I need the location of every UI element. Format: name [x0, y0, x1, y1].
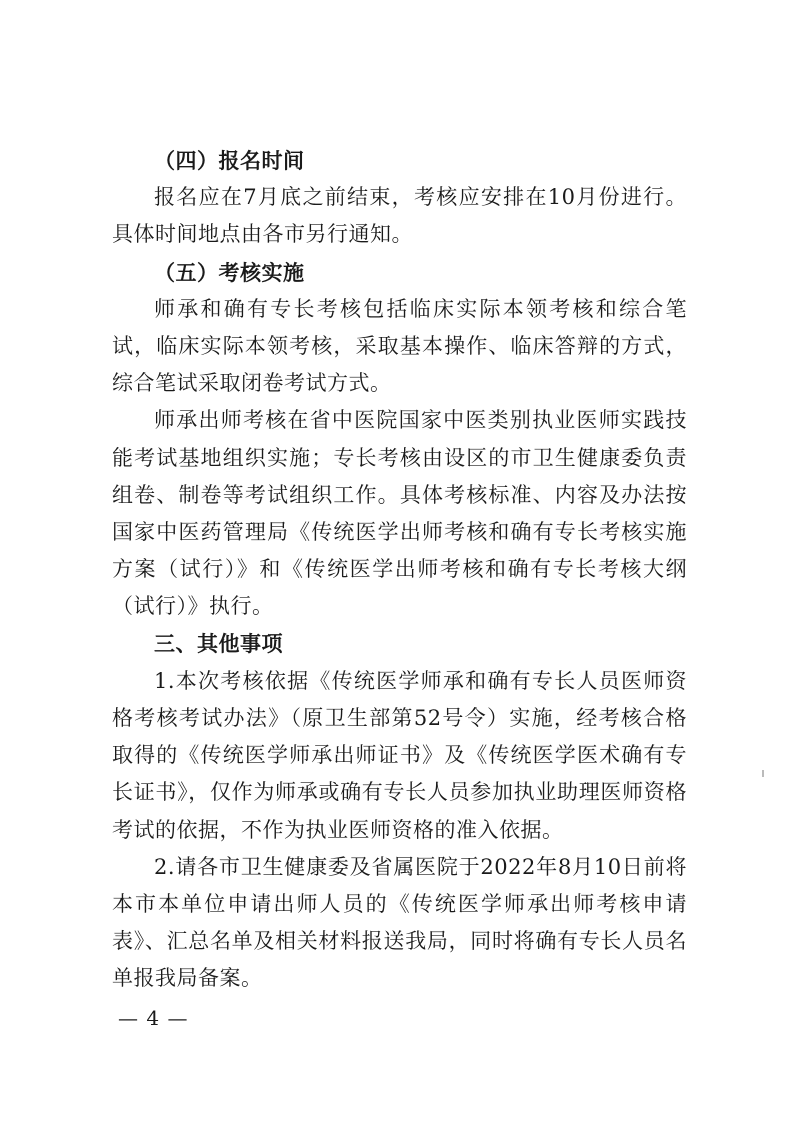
paragraph-assessment-content: 师承和确有专长考核包括临床实际本领考核和综合笔试，临床实际本领考核，采取基本操作、临床答辩的方式，综合笔试采取闭卷考试方式。: [112, 296, 687, 396]
section-heading-other-matters: 三、其他事项: [154, 631, 283, 656]
paragraph-item-1: 1.本次考核依据《传统医学师承和确有专长人员医师资格考核考试办法》（原卫生部第52号令）实施，经考核合格取得的《传统医学师承出师证书》及《传统医学医术确有专长证书》，仅作为师承或确有专长人员参加执业助理医师资格考试的依据，不作为执业医师资格的准入依据。: [112, 668, 687, 842]
paragraph-registration: 报名应在7月底之前结束，考核应安排在10月份进行。具体时间地点由各市另行通知。: [112, 185, 687, 247]
paragraph-item-2: 2.请各市卫生健康委及省属医院于2022年8月10日前将本市本单位申请出师人员的《传统医学师承出师考核申请表》、汇总名单及相关材料报送我局，同时将确有专长人员名单报我局备案。: [112, 854, 687, 991]
subheading-registration-time: （四）报名时间: [154, 148, 305, 173]
paragraph-assessment-organization: 师承出师考核在省中医院国家中医类别执业医师实践技能考试基地组织实施；专长考核由设区的市卫生健康委负责组卷、制卷等考试组织工作。具体考核标准、内容及办法按国家中医药管理局《传统医学出师考核和确有专长考核实施方案（试行）》和《传统医学出师考核和确有专长考核大纲（试行）》执行。: [112, 408, 687, 619]
page-number: — 4 —: [118, 1006, 189, 1030]
subheading-assessment-implementation: （五）考核实施: [154, 259, 305, 285]
scan-mark: [762, 770, 764, 777]
document-body: [112, 142, 687, 998]
